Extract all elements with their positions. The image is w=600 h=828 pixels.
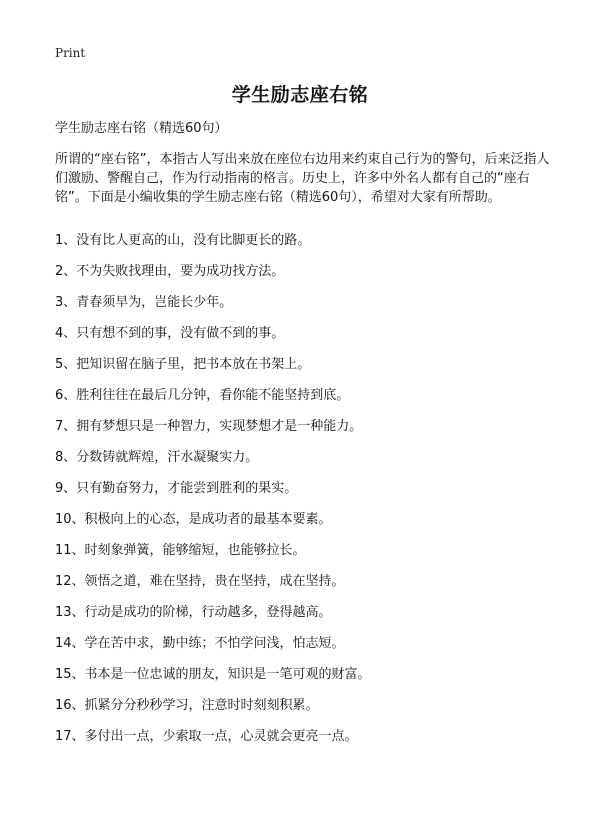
motto-item: 14、学在苦中求，勤中练；不怕学问浅，怕志短。: [55, 636, 345, 651]
motto-item: 10、积极向上的心态，是成功者的最基本要素。: [55, 512, 332, 527]
motto-list: [55, 233, 550, 760]
motto-item: 6、胜利往往在最后几分钟，看你能不能坚持到底。: [55, 388, 350, 403]
motto-item: 2、不为失败找理由，要为成功找方法。: [55, 264, 285, 279]
motto-item: 4、只有想不到的事，没有做不到的事。: [55, 326, 285, 341]
motto-item: 17、多付出一点，少索取一点，心灵就会更亮一点。: [55, 729, 358, 744]
motto-item: 9、只有勤奋努力，才能尝到胜利的果实。: [55, 481, 298, 496]
motto-item: 15、书本是一位忠诚的朋友，知识是一笔可观的财富。: [55, 667, 371, 682]
motto-item: 3、青春须早为，岂能长少年。: [55, 295, 233, 310]
motto-item: 1、没有比人更高的山，没有比脚更长的路。: [55, 233, 311, 248]
intro-paragraph: 所谓的“座右铭”，本指古人写出来放在座位右边用来约束自己行为的警句，后来泛指人们激励、警醒自己，作为行动指南的格言。历史上，许多中外名人都有自己的“座右铭”。下面是小编收集的学生励志座右铭（精选60句），希望对大家有所帮助。: [55, 152, 550, 205]
motto-item: 12、领悟之道，难在坚持，贵在坚持，成在坚持。: [55, 574, 345, 589]
motto-item: 16、抓紧分分秒秒学习，注意时时刻刻积累。: [55, 698, 319, 713]
motto-item: 11、时刻象弹簧，能够缩短，也能够拉长。: [55, 543, 306, 558]
document-subtitle: 学生励志座右铭（精选60句）: [55, 121, 228, 136]
print-link[interactable]: Print: [55, 46, 86, 60]
page-title: 学生励志座右铭: [231, 84, 369, 106]
motto-item: 8、分数铸就辉煌，汗水凝聚实力。: [55, 450, 259, 465]
motto-item: 5、把知识留在脑子里，把书本放在书架上。: [55, 357, 311, 372]
motto-item: 13、行动是成功的阶梯，行动越多，登得越高。: [55, 605, 332, 620]
motto-item: 7、拥有梦想只是一种智力，实现梦想才是一种能力。: [55, 419, 363, 434]
